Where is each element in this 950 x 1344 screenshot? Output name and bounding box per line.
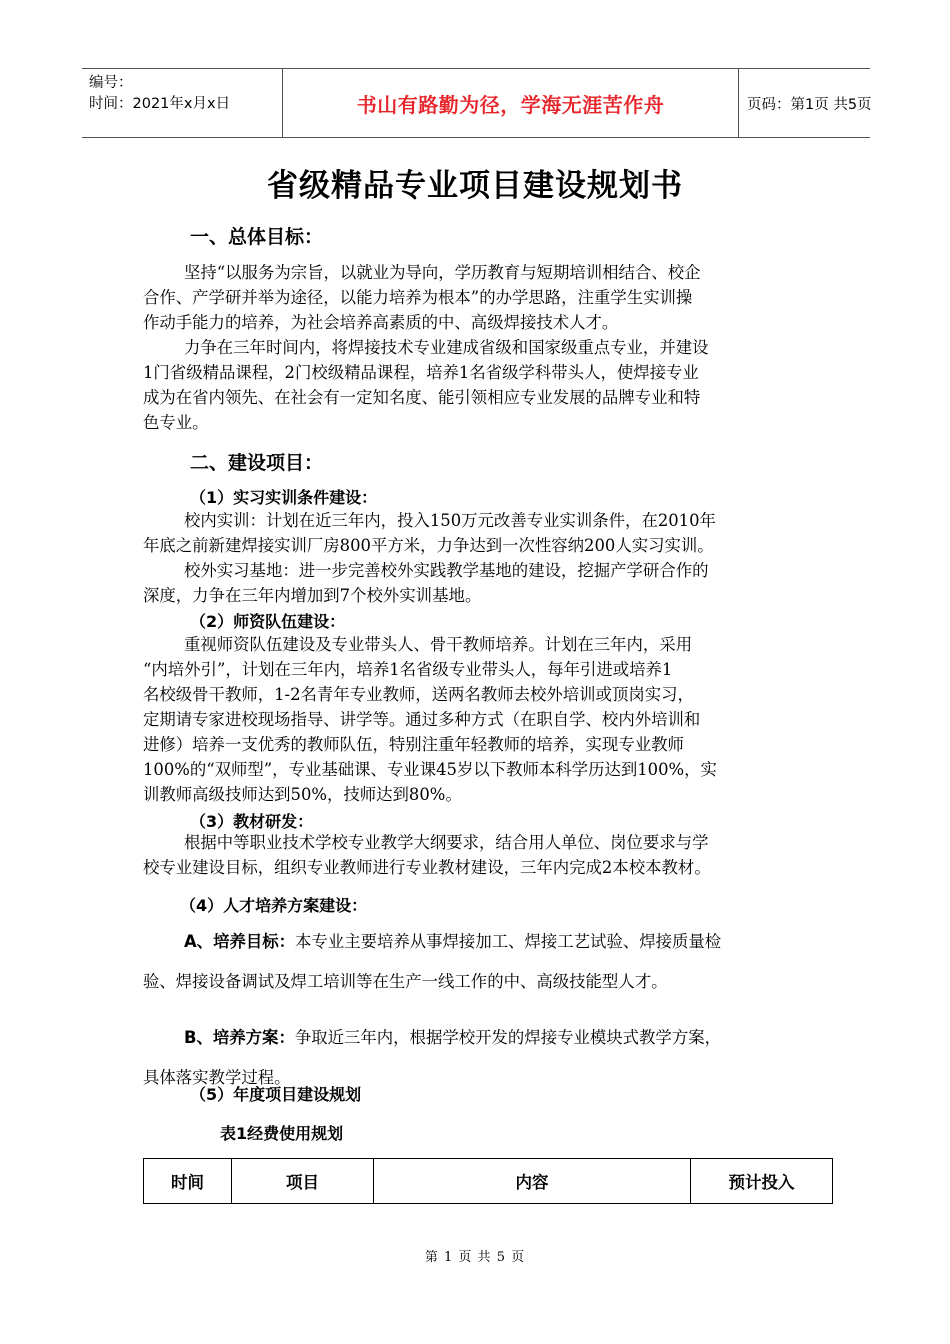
text-line: “内培外引”，计划在三年内，培养1名省级专业带头人，每年引进或培养1 [143, 660, 673, 679]
table-caption: 表1经费使用规划 [220, 1124, 344, 1143]
training-paragraph [143, 508, 805, 608]
text-line: 校专业建设目标，组织专业教师进行专业教材建设，三年内完成2本校本教材。 [143, 858, 711, 877]
plan-label: B、培养方案： [184, 1028, 295, 1047]
header-page-info: 页码：第1页 共5页 [747, 96, 872, 113]
page-header [82, 68, 870, 138]
text-line: 验、焊接设备调试及焊工培训等在生产一线工作的中、高级技能型人才。 [143, 972, 668, 991]
goal-text: 本专业主要培养从事焊接加工、焊接工艺试验、焊接质量检 [295, 932, 722, 951]
doc-number-label: 编号： [89, 75, 133, 91]
table-header-project: 项目 [232, 1159, 374, 1204]
text-line: 合作、产学研并举为途径，以能力培养为根本”的办学思路，注重学生实训操 [143, 288, 693, 307]
plan-text: 争取近三年内，根据学校开发的焊接专业模块式教学方案， [294, 1028, 721, 1047]
text-line: 根据中等职业技术学校专业教学大纲要求，结合用人单位、岗位要求与学 [184, 833, 709, 852]
talent-plan-paragraph [143, 922, 805, 1098]
section-heading-projects: 二、建设项目： [190, 452, 324, 474]
table-header-row [144, 1159, 833, 1204]
text-line: 具体落实教学过程。 [143, 1068, 291, 1087]
text-line: 成为在省内领先、在社会有一定知名度、能引领相应专业发展的品牌专业和特 [143, 388, 701, 407]
page-footer: 第 1 页 共 5 页 [424, 1250, 526, 1265]
textbooks-paragraph [143, 830, 805, 880]
text-line: 重视师资队伍建设及专业带头人、骨干教师培养。计划在三年内，采用 [184, 635, 693, 654]
subsection-heading-faculty: （2）师资队伍建设： [190, 612, 346, 631]
text-line: 定期请专家进校现场指导、讲学等。通过多种方式（在职自学、校内外培训和 [143, 710, 701, 729]
text-line: 作动手能力的培养，为社会培养高素质的中、高级焊接技术人才。 [143, 313, 619, 332]
subsection-heading-textbooks: （3）教材研发： [190, 812, 314, 831]
text-line: 1门省级精品课程，2门校级精品课程，培养1名省级学科带头人，使焊接专业 [143, 363, 699, 382]
text-line: 年底之前新建焊接实训厂房800平方米，力争达到一次性容纳200人实习实训。 [143, 536, 714, 555]
section-heading-goals: 一、总体目标： [190, 226, 324, 248]
header-meta [82, 69, 282, 137]
text-line: 坚持“以服务为宗旨，以就业为导向，学历教育与短期培训相结合、校企 [184, 263, 701, 282]
text-line [143, 1018, 805, 1058]
text-line: 校外实习基地：进一步完善校外实践教学基地的建设，挖掘产学研合作的 [184, 561, 709, 580]
header-motto: 书山有路勤为径，学海无涯苦作舟 [282, 69, 739, 137]
doc-time-label: 时间：2021年x月x日 [89, 96, 231, 112]
subsection-heading-talent-plan: （4）人才培养方案建设： [180, 896, 368, 915]
text-line: 深度，力争在三年内增加到7个校外实训基地。 [143, 586, 482, 605]
goals-paragraph-1 [143, 260, 805, 335]
text-line: 进修）培养一支优秀的教师队伍，特别注重年轻教师的培养，实现专业教师 [143, 735, 684, 754]
text-line: 名校级骨干教师，1-2名青年专业教师，送两名教师去校外培训或顶岗实习， [143, 685, 694, 704]
table-header-budget: 预计投入 [691, 1159, 833, 1204]
budget-table [143, 1158, 833, 1204]
table-header-content: 内容 [374, 1159, 691, 1204]
text-line: 力争在三年时间内，将焊接技术专业建成省级和国家级重点专业，并建设 [184, 338, 709, 357]
text-line: 校内实训：计划在近三年内，投入150万元改善专业实训条件，在2010年 [184, 511, 716, 530]
text-line: 训教师高级技师达到50%，技师达到80%。 [143, 785, 462, 804]
text-line [143, 922, 805, 962]
document-title: 省级精品专业项目建设规划书 [267, 168, 683, 204]
faculty-paragraph [143, 632, 805, 807]
text-line: 100%的“双师型”，专业基础课、专业课45岁以下教师本科学历达到100%，实 [143, 760, 717, 779]
text-line: 色专业。 [143, 413, 209, 432]
goal-label: A、培养目标： [184, 932, 296, 951]
goals-paragraph-2 [143, 335, 805, 435]
subsection-heading-training: （1）实习实训条件建设： [190, 488, 378, 507]
table-header-time: 时间 [144, 1159, 232, 1204]
subsection-heading-annual-plan: （5）年度项目建设规划 [190, 1085, 362, 1104]
